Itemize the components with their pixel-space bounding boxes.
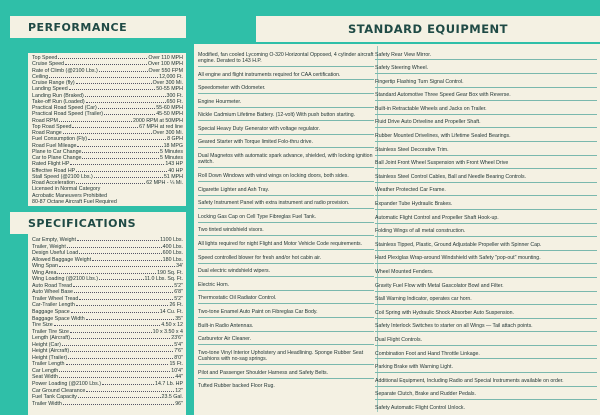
equipment-item: Stainless Steel Control Cables, Ball and Needle Bearing Controls.	[375, 172, 597, 182]
dot-leader	[49, 74, 158, 78]
performance-note: Licensed in Normal Category	[32, 186, 101, 193]
dot-leader	[70, 329, 152, 333]
performance-label: Rate of Climb (@2100 Lbs.)	[32, 67, 98, 74]
specification-value: 23.5 Gal.	[161, 394, 183, 401]
equipment-item: Cigarette Lighter and Ash Tray.	[198, 185, 374, 195]
dot-leader	[86, 388, 174, 392]
equipment-item: Stainless Tipped, Plastic, Ground Adjustable Propeller with Spinner Cap.	[375, 240, 597, 250]
equipment-column-b	[375, 50, 597, 415]
dot-leader	[57, 270, 156, 274]
performance-label: Practical Road Speed (Trailer)	[32, 111, 104, 118]
dot-leader	[85, 93, 166, 97]
specification-label: Height (Trailer)	[32, 354, 68, 361]
equipment-item: Safety Interlock Switches to starter on all Wings — Tail attach points.	[375, 322, 597, 332]
specification-value: 11.0 Lbs. Sq. Ft.	[144, 276, 183, 283]
dot-leader	[88, 136, 166, 140]
performance-label: Ceiling	[32, 73, 49, 80]
specification-value: 35"	[175, 315, 183, 322]
performance-value: 18 MPG	[163, 142, 183, 149]
dot-leader	[79, 296, 173, 300]
performance-value: 2000 RPM at 50MPH	[132, 117, 183, 124]
dot-leader	[59, 374, 174, 378]
dot-leader	[69, 86, 156, 90]
performance-panel	[28, 53, 186, 206]
dot-leader	[70, 348, 173, 352]
specification-value: 5'4"	[174, 341, 183, 348]
performance-label: Road Fuel Mileage	[32, 142, 77, 149]
dot-leader	[76, 168, 167, 172]
performance-value: 143 HP	[165, 161, 183, 168]
equipment-item: Expander Tube Hydraulic Brakes.	[375, 200, 597, 210]
dot-leader	[54, 322, 161, 326]
equipment-item: Geared Starter with Torque limited Folo-thru drive.	[198, 138, 374, 148]
performance-value: Over 110 MPH	[148, 55, 183, 61]
equipment-item: Dual Flight Controls.	[375, 335, 597, 345]
specification-value: 5'2"	[174, 295, 183, 302]
dot-leader	[102, 381, 154, 385]
equipment-item: Safety Instrument Panel with extra instrument and radio provision.	[198, 199, 374, 209]
performance-value: 62 MPH - ¼ Mi.	[146, 180, 183, 186]
specification-value: 34'	[176, 263, 183, 270]
equipment-item: Carburetor Air Cleaner.	[198, 335, 374, 345]
specification-label: Auto Wheel Base	[32, 289, 73, 296]
performance-value: 50-55 MPH	[156, 86, 183, 93]
dot-leader	[68, 355, 173, 359]
specifications-list	[32, 237, 183, 407]
equipment-item: Gravity Fuel Flow with Metal Gascolator Bowl and Filter.	[375, 281, 597, 291]
equipment-item: Separate Clutch, Brake and Rudder Pedals.	[375, 390, 597, 400]
performance-value: 45-50 MPH	[156, 111, 183, 118]
specification-value: 44"	[175, 374, 183, 381]
specifications-heading: SPECIFICATIONS	[10, 212, 186, 234]
equipment-item: Built-in Retractable Wheels and Jacks on Trailer.	[375, 104, 597, 114]
equipment-item: Roll Down Windows with wind wings on locking doors, both sides.	[198, 172, 374, 182]
dot-leader	[82, 155, 159, 159]
dot-leader	[78, 394, 161, 398]
performance-label: Top Speed	[32, 55, 58, 61]
specification-value: 23'6"	[171, 335, 183, 342]
equipment-item: Electric Horn.	[198, 280, 374, 290]
specification-label: Seat Width	[32, 374, 58, 381]
performance-value: 40 HP	[168, 167, 183, 174]
performance-label: Road Acceleration	[32, 180, 75, 186]
specification-label: Trailer, Weight	[32, 243, 66, 250]
equipment-item: Wheel Mounted Fenders.	[375, 268, 597, 278]
specification-value: 10'4"	[171, 367, 183, 374]
dot-leader	[63, 130, 152, 134]
specification-label: Car-Trailer Length	[32, 302, 75, 309]
specification-label: Trailer Wheel Tread	[32, 295, 79, 302]
specification-label: Car Empty, Weight	[32, 237, 76, 243]
specification-value: 96"	[175, 400, 183, 407]
specification-value: 180 Lbs.	[162, 256, 183, 263]
left-column	[0, 0, 186, 415]
specification-label: Baggage Space	[32, 309, 70, 316]
performance-value: Over 300 Mi.	[152, 130, 183, 136]
performance-label: Road Range	[32, 130, 62, 136]
specification-value: 14.7 Lb. HP	[155, 381, 183, 388]
dot-leader	[74, 289, 173, 293]
dot-leader	[76, 302, 169, 306]
specification-label: Auto Road Tread	[32, 282, 73, 289]
equipment-item: All engine and flight instruments required for CAA certification.	[198, 70, 374, 80]
equipment-item: Ball Joint Front Wheel Suspension with Front Wheel Drive	[375, 159, 597, 169]
specification-value: 14 Cu. Ft.	[159, 309, 183, 316]
equipment-item: Coil Spring with Hydraulic Shock Absorber Auto Suspension.	[375, 308, 597, 318]
specification-label: Trailer Tire Size	[32, 328, 69, 335]
dot-leader	[73, 283, 173, 287]
performance-value: 650 Ft.	[166, 98, 183, 105]
right-column	[194, 0, 600, 415]
specification-value: 400 Lbs.	[162, 243, 183, 250]
specification-label: Fuel Tank Capacity	[32, 394, 77, 401]
dot-leader	[59, 263, 175, 267]
dot-leader	[104, 111, 155, 115]
performance-note: 80-87 Octane Aircraft Fuel Required	[32, 198, 117, 205]
specification-label: Baggage Space Width	[32, 315, 85, 322]
equipment-item: Fluid Drive Auto Driveline and Propeller Shaft.	[375, 118, 597, 128]
performance-value: 5 Minutes	[160, 155, 183, 161]
specification-value: 12"	[175, 387, 183, 394]
standard-equipment-panel	[194, 44, 600, 415]
specification-value: 5'2"	[174, 282, 183, 289]
specification-value: 7'6"	[174, 348, 183, 355]
dot-leader	[63, 401, 174, 405]
equipment-item: Built-in Radio Antennas.	[198, 321, 374, 331]
performance-label: Landing Speed	[32, 86, 68, 93]
specification-label: Trailer Width	[32, 400, 62, 407]
equipment-item: Speedometer with Odometer.	[198, 84, 374, 94]
dot-leader	[72, 124, 138, 128]
specification-value: 26 Ft.	[169, 302, 183, 309]
specification-label: Car Ground Clearance	[32, 387, 86, 394]
performance-label: Car to Plane Change	[32, 155, 82, 161]
performance-label: Cruise Speed	[32, 61, 65, 68]
specification-label: Height (Car)	[32, 341, 61, 348]
dot-leader	[76, 180, 145, 184]
equipment-item: All lights required for night Flight and Motor Vehicle Code requirements.	[198, 240, 374, 250]
specification-value: 8'0"	[174, 354, 183, 361]
dot-leader	[59, 118, 132, 122]
specification-label: Design Useful Load	[32, 250, 79, 257]
specification-label: Allowed Baggage Weight	[32, 256, 92, 263]
equipment-item: Fingertip Flashing Turn Signal Control.	[375, 77, 597, 87]
equipment-item: Rubber Mounted Drivelines, with Lifetime Sealed Bearings.	[375, 132, 597, 142]
dot-leader	[66, 361, 169, 365]
specification-value: 6'8"	[174, 289, 183, 296]
equipment-item: Automatic Flight Control and Propeller Shaft Hook-up.	[375, 213, 597, 223]
equipment-item: Two tinted windshield visors.	[198, 226, 374, 236]
specification-value: 190 Sq. Ft.	[157, 269, 183, 276]
equipment-item: Folding Wings of all metal construction.	[375, 227, 597, 237]
performance-value: Over 100 MPH	[147, 61, 183, 68]
equipment-item: Stainless Steel Decorative Trim.	[375, 145, 597, 155]
equipment-item: Locking Gas Cap on Cell Type Fibreglas Fuel Tank.	[198, 212, 374, 222]
dot-leader	[77, 143, 162, 147]
equipment-item: Standard Automotive Three Speed Gear Box with Reverse.	[375, 91, 597, 101]
performance-label: Stall Speed (@2100 Lbs.)	[32, 173, 93, 180]
performance-label: Plane to Car Change	[32, 148, 82, 155]
performance-notes	[32, 186, 183, 205]
performance-label: Landing Run (Braked)	[32, 92, 84, 99]
equipment-column-a	[198, 50, 374, 394]
specification-label: Car Length	[32, 367, 59, 374]
specification-value: 600 Lbs.	[162, 250, 183, 257]
equipment-item: Parking Brake with Warning Light.	[375, 363, 597, 373]
equipment-item: Weather Protected Car Frame.	[375, 186, 597, 196]
dot-leader	[98, 105, 155, 109]
equipment-item: Additional Equipment, Including Radio and Special Instruments available on order.	[375, 376, 597, 386]
equipment-item: Speed controlled blower for fresh and/or hot cabin air.	[198, 253, 374, 263]
equipment-item: Safety Steering Wheel.	[375, 64, 597, 74]
equipment-item: Tufted Rubber backed Floor Rug.	[198, 383, 275, 390]
dot-leader	[71, 335, 170, 339]
equipment-item: Modified, fan cooled Lycoming O-320 Horizontal Opposed, 4 cylinder aircraft engine. Derated to 143 H.P.	[198, 50, 374, 67]
performance-label: Fuel Consumption (Fly)	[32, 136, 88, 143]
specification-row	[32, 401, 183, 408]
dot-leader	[77, 237, 159, 241]
performance-value: 51 MPH	[163, 173, 183, 180]
specifications-panel	[28, 234, 186, 415]
dot-leader	[76, 80, 152, 84]
performance-heading: PERFORMANCE	[10, 16, 186, 38]
equipment-item: Safety Automatic Flight Control Unlock.	[375, 404, 465, 411]
equipment-item: Hard Plexiglas Wrap-around Windshield with Safety "pop-out" mounting.	[375, 254, 597, 264]
dot-leader	[59, 368, 170, 372]
specification-label: Wing Area	[32, 269, 57, 276]
dot-leader	[99, 276, 143, 280]
equipment-item: Safety Rear View Mirror.	[375, 50, 597, 60]
performance-label: Take-off Run (Loaded)	[32, 98, 85, 105]
specification-label: Wing Loading (@2100 Lbs.)	[32, 276, 99, 283]
performance-label: Practical Road Speed (Car)	[32, 105, 97, 111]
dot-leader	[71, 309, 159, 313]
specification-value: 4.50 x 12	[161, 322, 183, 329]
standard-equipment-heading: STANDARD EQUIPMENT	[256, 16, 600, 42]
specification-value: 10 x 3.50 x 4	[152, 328, 183, 335]
equipment-item: Dual Magnetos with automatic spark advance, shielded, with locking ignition switch.	[198, 152, 374, 169]
performance-label: Cruise Range (fly)	[32, 80, 75, 86]
equipment-item: Two-tone Enamel Auto Paint on Fibreglas Car Body.	[198, 308, 374, 318]
performance-note: Acrobatic Maneuvers Prohibited	[32, 192, 108, 199]
equipment-item: Special Heavy Duty Generator with voltage regulator.	[198, 124, 374, 134]
performance-value: 67 MPH at red line	[139, 123, 183, 130]
dot-leader	[82, 149, 159, 153]
equipment-item: Dual electric windshield wipers.	[198, 267, 374, 277]
specification-label: Tire Size	[32, 322, 53, 329]
performance-label: Effective Road HP	[32, 167, 76, 174]
specification-label: Wing Span	[32, 263, 58, 270]
performance-value: 5 Minutes	[160, 148, 183, 155]
performance-value: 8 GPH	[167, 136, 183, 143]
performance-list	[32, 55, 183, 186]
specification-label: Length (Aircraft)	[32, 335, 70, 342]
specification-value: 15 Ft.	[169, 361, 183, 368]
dot-leader	[99, 68, 148, 72]
performance-value: Over 300 Mi.	[152, 80, 183, 86]
specification-label: Height (Aircraft)	[32, 348, 70, 355]
equipment-item: Thermostatic Oil Radiator Control.	[198, 294, 374, 304]
dot-leader	[94, 174, 163, 178]
dot-leader	[86, 316, 175, 320]
specification-label: Power Loading (@2100 Lbs.)	[32, 381, 101, 388]
equipment-item: Engine Hourmeter.	[198, 97, 374, 107]
performance-value: 55-60 MPH	[156, 105, 183, 111]
performance-label: Rated Flight HP	[32, 161, 70, 168]
dot-leader	[86, 99, 166, 103]
equipment-item: Stall Warning Indicator, operates car horn.	[375, 295, 597, 305]
equipment-item: Two-tone Vinyl Interior Upholstery and Headlining. Sponge Rubber Seat Cushions with no-sag springs.	[198, 348, 374, 365]
dot-leader	[58, 55, 147, 59]
dot-leader	[67, 244, 162, 248]
dot-leader	[62, 342, 173, 346]
dot-leader	[70, 161, 164, 165]
performance-value: Over 550 FPM	[148, 67, 183, 74]
equipment-item: Combination Foot and Hand Throttle Linkage.	[375, 349, 597, 359]
performance-value: 300 Ft.	[166, 92, 183, 99]
performance-value: 12,000 Ft.	[159, 73, 183, 80]
specification-value: 1100 Lbs.	[160, 237, 183, 243]
specification-label: Trailer Length	[32, 361, 65, 368]
dot-leader	[92, 257, 162, 261]
dot-leader	[65, 61, 147, 65]
equipment-item: Nickle Cadmium Lifetime Battery. (12-volt) With push button starting.	[198, 111, 374, 121]
dot-leader	[79, 250, 161, 254]
performance-label: Top Road Speed	[32, 123, 72, 130]
equipment-item: Pilot and Passenger Shoulder Harness and Safety Belts.	[198, 368, 374, 378]
performance-label: Road RPM	[32, 117, 58, 124]
